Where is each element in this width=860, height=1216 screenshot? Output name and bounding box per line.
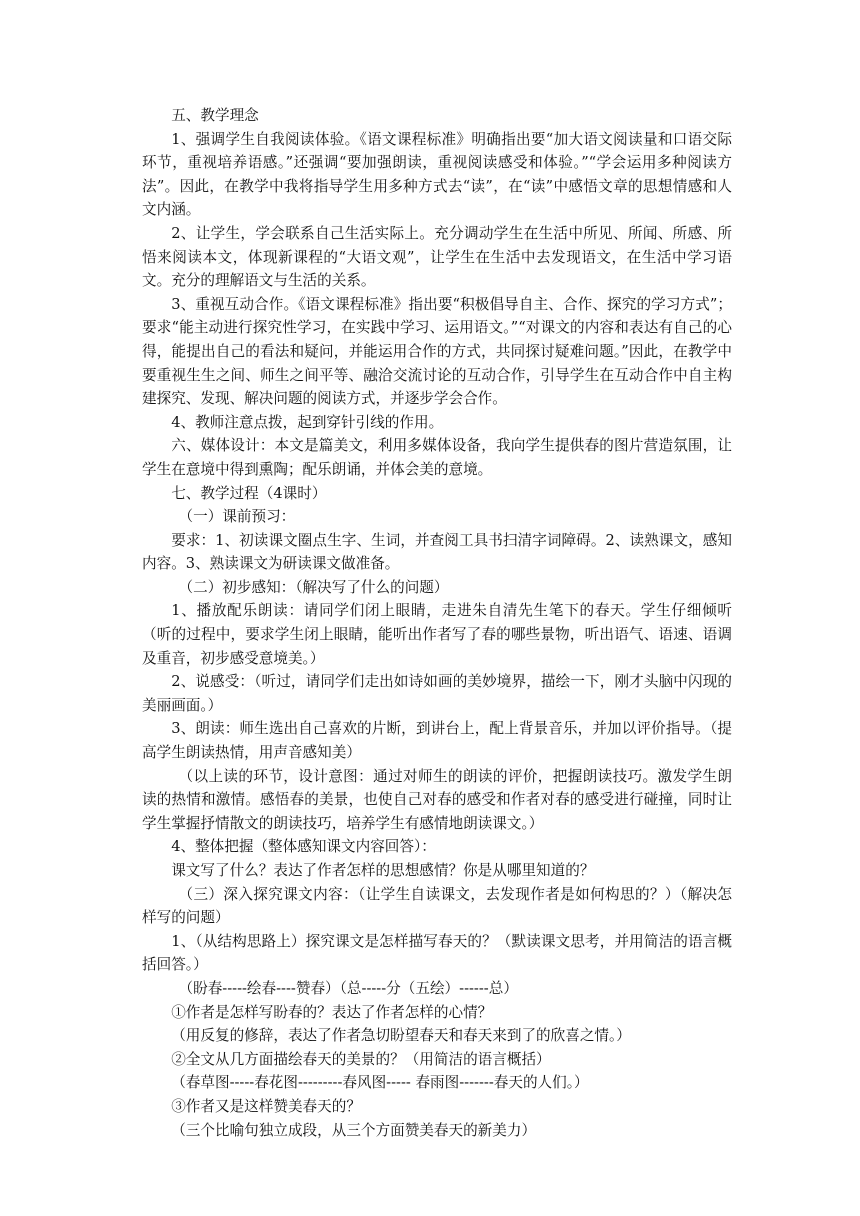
paragraph-music-reading: 1、播放配乐朗读：请同学们闭上眼睛，走进朱自清先生笔下的春天。学生仔细倾听（听的过程中，要求学生闭上眼睛，能听出作者写了春的哪些景物，听出语气、语速、语调及重音，初步感受意境美。）	[142, 602, 732, 667]
paragraph-reading-experience: 1、强调学生自我阅读体验。《语文课程标准》明确指出要“加大语文阅读量和口语交际环节，重视培养语感。”还强调“要加强朗读，重视阅读感受和体验。”“学会运用多种阅读方法”。因此，在教学中我将指导学生用多种方式去“读”，在“读”中感悟文章的思想情感和人文内涵。	[142, 130, 732, 219]
paragraph-read-aloud: 3、朗读：师生选出自己喜欢的片断，到讲台上，配上背景音乐，并加以评价指导。（提高学生朗读热情，用声音感知美）	[142, 720, 732, 762]
paragraph-questions: 课文写了什么？表达了作者怎样的思想感情？你是从哪里知道的？	[171, 862, 595, 879]
answer-1: （用反复的修辞，表达了作者急切盼望春天和春天来到了的欣喜之情。）	[171, 1027, 631, 1045]
section-heading-teaching-philosophy: 五、教学理念	[171, 107, 259, 124]
paragraph-teacher-guidance: 4、教师注意点拨，起到穿针引线的作用。	[171, 413, 444, 431]
subsection-deep-exploration: （三）深入探究课文内容：（让学生自读课文，去发现作者是如何构思的？）（解决怎样写的问题）	[142, 885, 732, 927]
question-3: ③作者又是这样赞美春天的？	[171, 1097, 361, 1115]
answer-3: （三个比喻句独立成段，从三个方面赞美春天的新美力）	[171, 1121, 537, 1139]
paragraph-structure-outline: （盼春-----绘春----赞春）（总-----分（五绘）------总）	[178, 979, 518, 997]
paragraph-structure-exploration: 1、（从结构思路上）探究课文是怎样描写春天的？（默读课文思考，并用简洁的语言概括回答。）	[142, 932, 732, 974]
document-body	[142, 104, 732, 1142]
paragraph-life-connection: 2、让学生，学会联系自己生活实际上。充分调动学生在生活中所见、所闻、所感、所悟来阅读本文，体现新课程的“大语文观”，让学生在生活中去发现语文，在生活中学习语文。充分的理解语文与生活的关系。	[142, 224, 732, 290]
subsection-initial-perception: （二）初步感知：（解决写了什么的问题）	[178, 578, 449, 596]
paragraph-preview-requirements: 要求：1、初读课文圈点生字、生词，并查阅工具书扫清字词障碍。2、读熟课文，感知内容。3、熟读课文为研读课文做准备。	[142, 531, 732, 573]
answer-2: （春草图-----春花图---------春风图----- 春雨图-------春天的人们。）	[171, 1074, 589, 1092]
question-1: ①作者是怎样写盼春的？表达了作者怎样的心情？	[171, 1003, 493, 1021]
section-heading-media-design: 六、媒体设计：本文是篇美文，利用多媒体设备，我向学生提供春的图片营造氛围，让学生在意境中得到熏陶；配乐朗诵，并体会美的意境。	[142, 437, 732, 478]
question-2: ②全文从几方面描绘春天的美景的？（用简洁的语言概括）	[171, 1050, 551, 1068]
paragraph-design-intent: （以上读的环节，设计意图：通过对师生的朗读的评价，把握朗读技巧。激发学生朗读的热情和激情。感悟春的美景，也使自己对春的感受和作者对春的感受进行碰撞，同时让学生掌握抒情散文的朗读技巧，培养学生有感情地朗读课文。）	[142, 767, 732, 832]
paragraph-interactive-cooperation: 3、重视互动合作。《语文课程标准》指出要“积极倡导自主、合作、探究的学习方式”；要求“能主动进行探究性学习，在实践中学习、运用语文。”“对课文的内容和表达有自己的心得，能提出自己的看法和疑问，并能运用合作的方式，共同探讨疑难问题。”因此，在教学中要重视生生之间、师生之间平等、融洽交流讨论的互动合作，引导学生在互动合作中自主构建探究、发现、解决问题的阅读方式，并逐步学会合作。	[142, 295, 732, 408]
subsection-preview: （一）课前预习：	[178, 508, 296, 526]
paragraph-overall-grasp: 4、整体把握（整体感知课文内容回答）：	[171, 838, 436, 856]
paragraph-share-feelings: 2、说感受：（听过，请同学们走出如诗如画的美妙境界，描绘一下，刚才头脑中闪现的美丽画面。）	[142, 673, 732, 714]
section-heading-teaching-process: 七、教学过程（4课时）	[171, 484, 327, 502]
